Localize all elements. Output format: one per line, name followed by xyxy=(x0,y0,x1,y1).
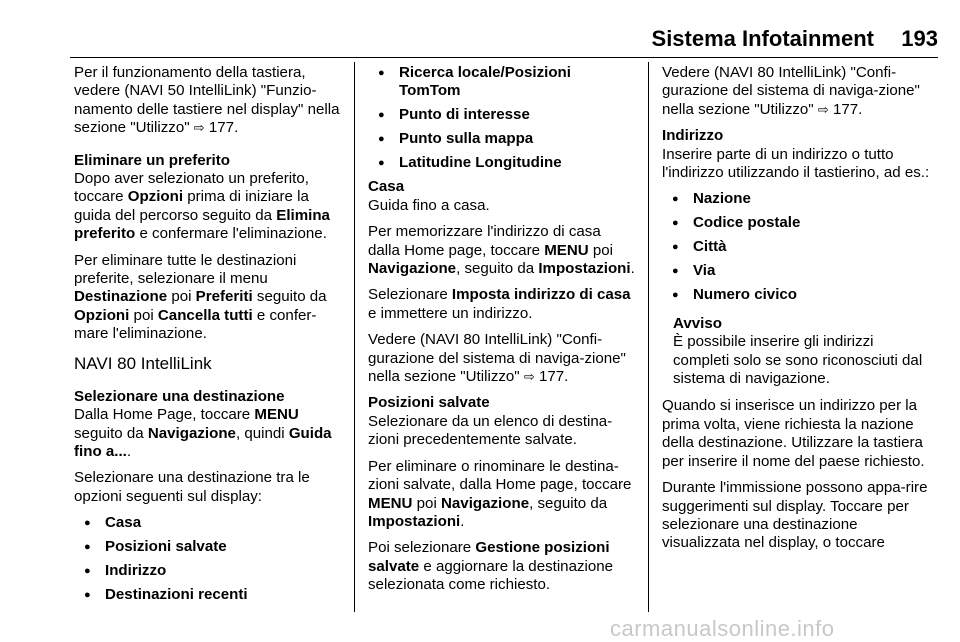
destination-options-list xyxy=(368,64,636,173)
paragraph: Selezionare Imposta indirizzo di casa e immettere un indirizzo. xyxy=(368,286,631,322)
list-item: ● Nazione xyxy=(662,190,932,208)
list-item: ● Città xyxy=(662,238,932,256)
column-divider xyxy=(648,62,649,612)
paragraph: Selezionare una destinazione tra le opzioni seguenti sul display: xyxy=(74,469,310,505)
column-3 xyxy=(662,64,932,561)
paragraph: Selezionare da un elenco di destina-zioni precedentemente salvate. xyxy=(368,412,613,449)
list-item: ● Destinazioni recenti xyxy=(74,586,342,604)
paragraph: Dopo aver selezionato un preferito, toccare Opzioni prima di iniziare la guida del percorso seguito da Elimina preferito e confermare l'eliminazione. xyxy=(74,170,330,243)
paragraph: Per il funzionamento della tastiera, vedere (NAVI 50 IntelliLink) "Funzio-namento delle tastiere nel display" nella sezione "Utilizzo" ⇨ 177. xyxy=(74,64,340,137)
list-item: ● Punto di interesse xyxy=(368,106,636,124)
subheading: Indirizzo xyxy=(662,127,724,145)
subheading: Casa xyxy=(368,178,405,196)
list-item: ● Codice postale xyxy=(662,214,932,232)
destination-options-list xyxy=(74,514,342,604)
arrow-right-icon: ⇨ xyxy=(523,369,535,385)
list-item: ● Latitudine Longitudine xyxy=(368,154,636,172)
list-item: ● Indirizzo xyxy=(74,562,342,580)
arrow-right-icon: ⇨ xyxy=(817,101,829,117)
paragraph: Dalla Home Page, toccare MENU seguito da Navigazione, quindi Guida fino a.... xyxy=(74,406,332,460)
paragraph: Vedere (NAVI 80 IntelliLink) "Confi-gurazione del sistema di naviga-zione" nella sezione "Utilizzo" ⇨ 177. xyxy=(368,331,626,386)
section-title: NAVI 80 IntelliLink xyxy=(74,353,212,373)
subheading: Selezionare una destinazione xyxy=(74,387,285,405)
page-title: Sistema Infotainment xyxy=(651,26,874,51)
notice-box xyxy=(662,315,932,389)
column-2 xyxy=(368,64,636,603)
subheading: Eliminare un preferito xyxy=(74,151,231,169)
list-item: ● Casa xyxy=(74,514,342,532)
subheading: Posizioni salvate xyxy=(368,394,490,412)
notice-text: È possibile inserire gli indirizzi completi solo se sono riconosciuti dal sistema di navigazione. xyxy=(673,333,923,388)
paragraph: Inserire parte di un indirizzo o tutto l'indirizzo utilizzando il tastierino, ad es.: xyxy=(662,145,930,182)
paragraph: Quando si inserisce un indirizzo per la prima volta, viene richiesta la nazione della destinazione. Utilizzare la tastiera per inserire il nome del paese richiesto. xyxy=(662,397,925,470)
list-item: ● Numero civico xyxy=(662,286,932,304)
page-header xyxy=(70,22,938,58)
watermark: carmanualsonline.info xyxy=(610,616,835,641)
list-item: ● Punto sulla mappa xyxy=(368,130,636,148)
list-item: ● Via xyxy=(662,262,932,280)
paragraph: Per memorizzare l'indirizzo di casa dalla Home page, toccare MENU poi Navigazione, seguito da Impostazioni. xyxy=(368,223,635,278)
paragraph: Per eliminare tutte le destinazioni preferite, selezionare il menu Destinazione poi Preferiti seguito da Opzioni poi Cancella tutti e confer-mare l'eliminazione. xyxy=(74,251,327,343)
header-rule xyxy=(70,57,938,58)
paragraph: Guida fino a casa. xyxy=(368,196,490,214)
page-number: 193 xyxy=(901,26,938,51)
list-item: ● Posizioni salvate xyxy=(74,538,342,556)
paragraph: Per eliminare o rinominare le destina-zioni salvate, dalla Home page, toccare MENU poi Navigazione, seguito da Impostazioni. xyxy=(368,457,632,530)
column-divider xyxy=(354,62,355,612)
list-item: ● Ricerca locale/Posizioni TomTom xyxy=(368,64,636,101)
notice-title: Avviso xyxy=(673,314,722,332)
paragraph: Poi selezionare Gestione posizioni salvate e aggiornare la destinazione selezionata come richiesto. xyxy=(368,539,614,594)
address-fields-list xyxy=(662,190,932,304)
paragraph: Durante l'immissione possono appa-rire suggerimenti sul display. Toccare per selezionare una destinazione visualizzata nel display, o toccare xyxy=(662,479,928,552)
column-1 xyxy=(74,64,342,611)
arrow-right-icon: ⇨ xyxy=(193,120,205,136)
paragraph: Vedere (NAVI 80 IntelliLink) "Confi-gurazione del sistema di naviga-zione" nella sezione "Utilizzo" ⇨ 177. xyxy=(662,64,920,118)
